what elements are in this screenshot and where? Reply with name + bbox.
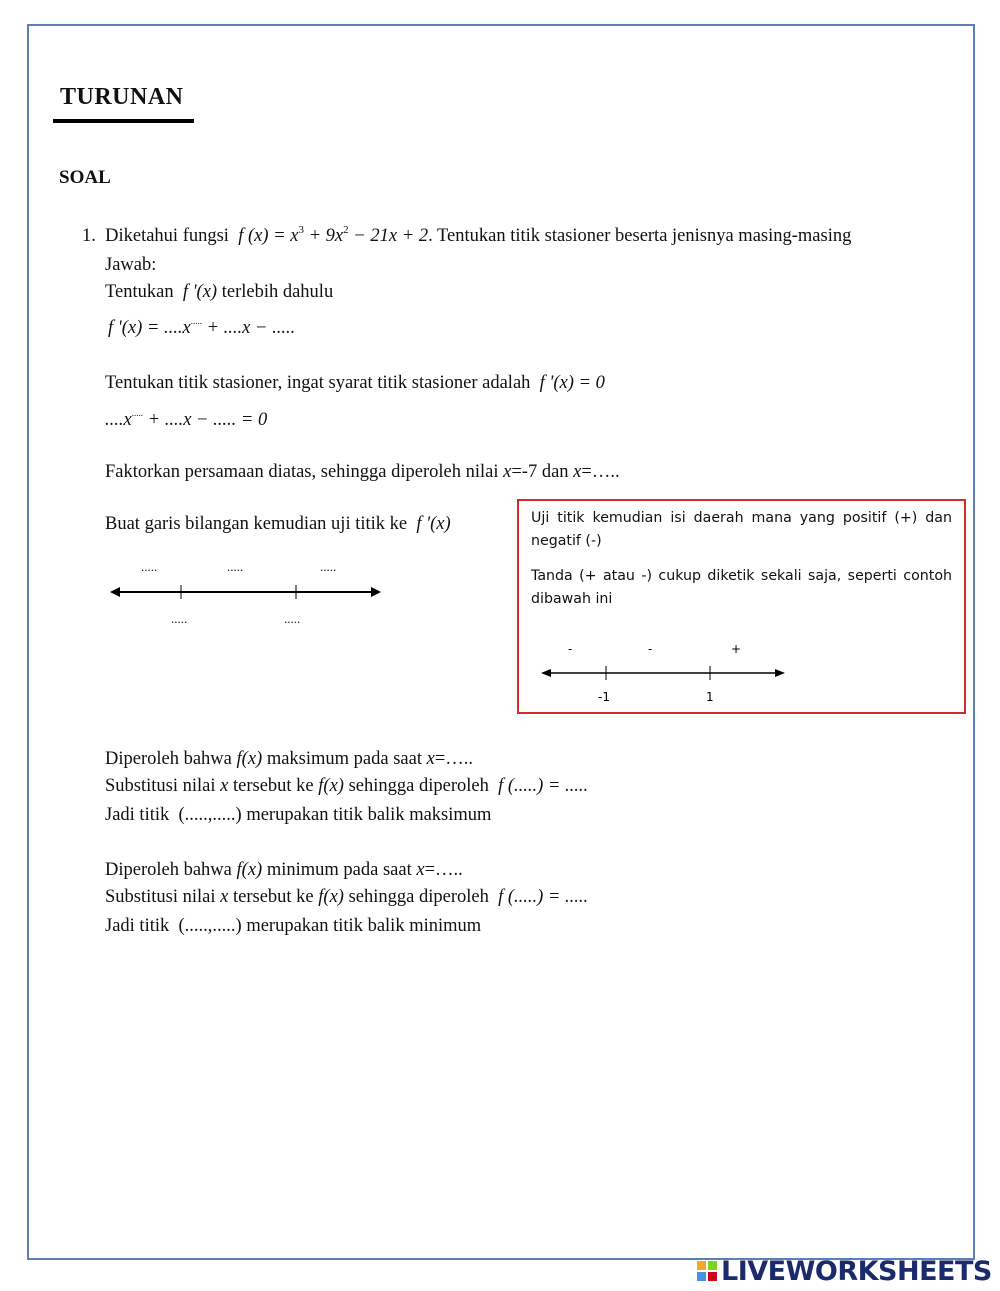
- min-line-2-middle: tersebut ke: [232, 887, 314, 907]
- factor-text: Faktorkan persamaan diatas, sehingga diperoleh nilai: [105, 462, 499, 482]
- liveworksheets-logo: [697, 1253, 992, 1289]
- min-line-1: [105, 860, 463, 881]
- min-line-3-prefix: Jadi titik: [105, 916, 170, 936]
- function-lhs: f (x) =: [238, 226, 286, 246]
- max-line-3-prefix: Jadi titik: [105, 805, 170, 825]
- stem-prefix: Diketahui fungsi: [105, 226, 229, 246]
- max-line-3-suffix: merupakan titik balik maksimum: [246, 805, 492, 825]
- max-line-1-prefix: Diperoleh bahwa: [105, 749, 232, 769]
- critical-point-blank-2[interactable]: .....: [284, 611, 301, 626]
- example-number-line: [541, 637, 791, 707]
- logo-block-1: [697, 1261, 706, 1270]
- stationary-equation: [105, 410, 267, 431]
- question-number: 1.: [82, 226, 96, 246]
- hint-box: [517, 499, 966, 714]
- hint-paragraph-1: Uji titik kemudian isi daerah mana yang positif (+) dan negatif (-): [531, 510, 952, 549]
- function-term-2-exponent: 2: [343, 224, 349, 236]
- function-term-2: + 9x: [308, 226, 344, 246]
- example-sign-1: -: [568, 642, 573, 656]
- number-line-math: f '(x): [416, 514, 451, 534]
- max-line-2-prefix: Substitusi nilai: [105, 776, 216, 796]
- example-arrow-right-icon: [775, 669, 785, 677]
- max-line-1: [105, 749, 473, 770]
- arrow-right-icon: [371, 587, 381, 597]
- derivative-lhs: f '(x) = ....x: [108, 318, 191, 338]
- stationary-text: Tentukan titik stasioner, ingat syarat titik stasioner adalah: [105, 373, 531, 393]
- min-line-1-prefix: Diperoleh bahwa: [105, 860, 232, 880]
- min-line-3-suffix: merupakan titik balik minimum: [246, 916, 482, 936]
- factor-x2: x: [573, 462, 582, 482]
- min-line-2-fx: f(x): [318, 887, 344, 907]
- interval-sign-blank-1[interactable]: .....: [141, 559, 158, 574]
- page-title: TURUNAN: [60, 84, 184, 110]
- derivative-instruction: [105, 282, 333, 303]
- logo-blocks-icon: [697, 1261, 717, 1281]
- logo-block-4: [708, 1272, 717, 1281]
- stationary-condition: [105, 373, 605, 394]
- equation-exponent-blank: .....: [131, 408, 143, 418]
- min-line-1-x: x: [416, 860, 425, 880]
- stem-suffix: . Tentukan titik stasioner beserta jenisnya masing-masing: [428, 226, 852, 246]
- min-line-1-middle: minimum pada saat: [266, 860, 412, 880]
- number-line-text: Buat garis bilangan kemudian uji titik ke: [105, 514, 408, 534]
- factor-x1: x: [503, 462, 512, 482]
- example-sign-2: -: [648, 642, 653, 656]
- max-point-blank[interactable]: (.....,.....): [178, 805, 242, 825]
- max-x-blank[interactable]: =…..: [434, 749, 474, 769]
- question-1-stem: [82, 226, 851, 247]
- min-line-2-suffix: sehingga diperoleh: [348, 887, 489, 907]
- factor-value-2: =…..: [581, 462, 620, 482]
- jawab-label: Jawab:: [105, 255, 157, 275]
- max-line-1-middle: maksimum pada saat: [266, 749, 422, 769]
- logo-text: LIVEWORKSHEETS: [721, 1255, 992, 1287]
- number-line: [110, 582, 382, 602]
- example-arrow-left-icon: [541, 669, 551, 677]
- factor-line: [105, 462, 620, 483]
- min-point-blank[interactable]: (.....,.....): [178, 916, 242, 936]
- max-line-2: [105, 776, 588, 797]
- derivative-symbol: f '(x): [182, 282, 218, 302]
- max-line-2-middle: tersebut ke: [232, 776, 314, 796]
- factor-value-1: =-7 dan: [511, 462, 569, 482]
- interval-sign-blank-3[interactable]: .....: [320, 559, 337, 574]
- min-line-3: [105, 916, 481, 937]
- function-term-1: x: [290, 226, 299, 246]
- max-line-2-fx: f(x): [318, 776, 344, 796]
- min-value-blank[interactable]: f (.....) = .....: [498, 887, 589, 907]
- max-value-blank[interactable]: f (.....) = .....: [498, 776, 589, 796]
- derivative-exponent-blank: .....: [190, 316, 202, 326]
- number-line-instruction: [105, 514, 451, 535]
- function-term-3: − 21x + 2: [353, 226, 429, 246]
- arrow-left-icon: [110, 587, 120, 597]
- function-term-1-exponent: 3: [298, 224, 304, 236]
- max-line-2-suffix: sehingga diperoleh: [348, 776, 489, 796]
- min-line-1-fx: f(x): [236, 860, 263, 880]
- section-label: SOAL: [59, 167, 111, 188]
- min-line-2-prefix: Substitusi nilai: [105, 887, 216, 907]
- example-tick-label-1: -1: [598, 690, 610, 704]
- critical-point-blank-1[interactable]: .....: [171, 611, 188, 626]
- example-tick-label-2: 1: [706, 690, 714, 704]
- instruction-suffix: terlebih dahulu: [221, 282, 334, 302]
- min-line-2-x: x: [220, 887, 229, 907]
- hint-paragraph-2: Tanda (+ atau -) cukup diketik sekali saja, seperti contoh dibawah ini: [531, 568, 952, 607]
- min-x-blank[interactable]: =…..: [424, 860, 463, 880]
- instruction-prefix: Tentukan: [105, 282, 174, 302]
- derivative-expression: [108, 318, 295, 339]
- equation-lhs: ....x: [105, 410, 132, 430]
- stationary-math: f '(x) = 0: [539, 373, 605, 393]
- example-sign-3: +: [731, 642, 742, 656]
- interval-sign-blank-2[interactable]: .....: [227, 559, 244, 574]
- max-line-3: [105, 805, 491, 826]
- min-line-2: [105, 887, 588, 908]
- max-line-1-fx: f(x): [236, 749, 263, 769]
- equation-rest: + ....x − ..... = 0: [147, 410, 268, 430]
- derivative-rest: + ....x − .....: [206, 318, 296, 338]
- max-line-2-x: x: [220, 776, 229, 796]
- title-underline: [53, 119, 194, 123]
- logo-block-3: [697, 1272, 706, 1281]
- max-line-1-x: x: [426, 749, 435, 769]
- logo-block-2: [708, 1261, 717, 1270]
